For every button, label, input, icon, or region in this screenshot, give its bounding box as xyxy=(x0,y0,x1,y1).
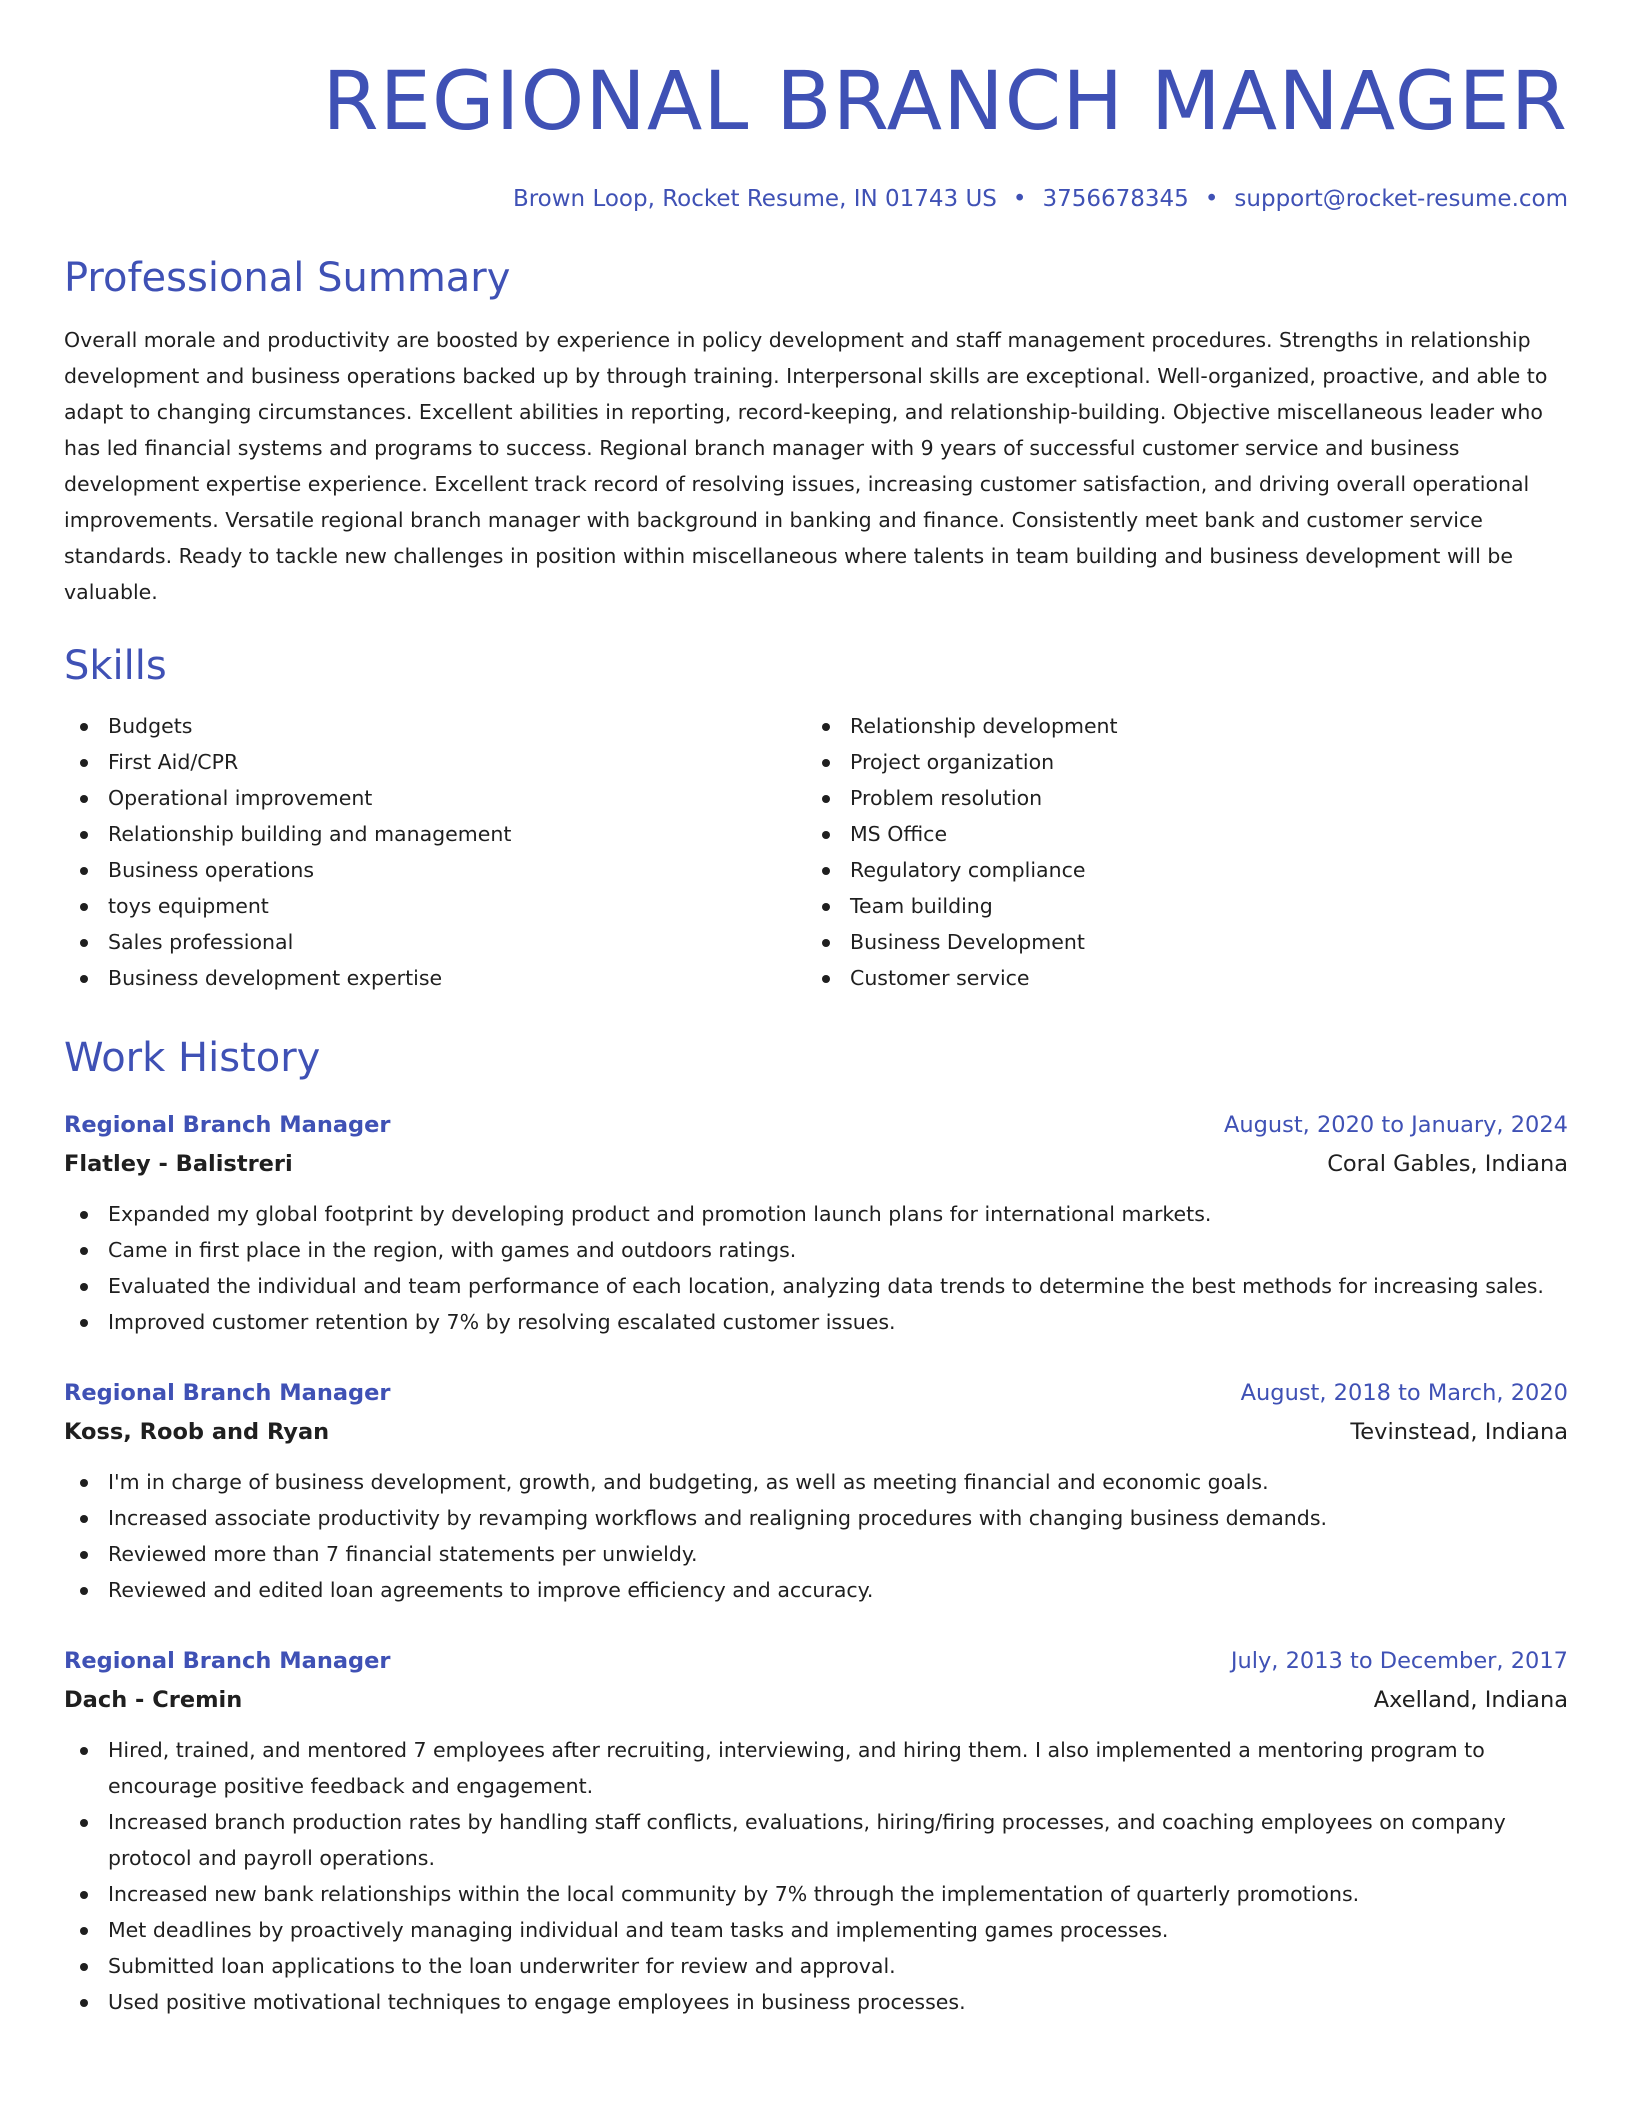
contact-separator: • xyxy=(1204,186,1219,212)
skill-item: Sales professional xyxy=(64,924,806,960)
job-company-row xyxy=(64,1680,1568,1720)
skills-column-left xyxy=(64,708,806,996)
job-dates: August, 2020 to January, 2024 xyxy=(1223,1112,1568,1138)
job-dates: July, 2013 to December, 2017 xyxy=(1230,1648,1568,1674)
contact-email[interactable]: support@rocket-resume.com xyxy=(1234,186,1568,212)
job-bullet: Increased associate productivity by revamping workflows and realigning procedures with changing business demands. xyxy=(64,1500,1568,1536)
job-location: Coral Gables, Indiana xyxy=(1327,1151,1568,1177)
job-role: Regional Branch Manager xyxy=(64,1112,391,1138)
job-location: Axelland, Indiana xyxy=(1373,1687,1568,1713)
job-bullet: Expanded my global footprint by developing product and promotion launch plans for international markets. xyxy=(64,1196,1568,1232)
job-company: Dach - Cremin xyxy=(64,1687,243,1713)
job-role: Regional Branch Manager xyxy=(64,1648,391,1674)
job-header-row xyxy=(64,1642,1568,1680)
skill-item: Relationship development xyxy=(806,708,1548,744)
contact-line xyxy=(64,184,1568,214)
job-bullet: Increased new bank relationships within the local community by 7% through the implementation of quarterly promotions. xyxy=(64,1876,1568,1912)
job-bullet: Met deadlines by proactively managing individual and team tasks and implementing games processes. xyxy=(64,1912,1568,1948)
contact-separator: • xyxy=(1012,186,1027,212)
job-bullets xyxy=(64,1732,1568,2020)
job-bullet: Increased branch production rates by handling staff conflicts, evaluations, hiring/firing processes, and coaching employees on company protocol and payroll operations. xyxy=(64,1804,1568,1876)
job-company: Koss, Roob and Ryan xyxy=(64,1419,330,1445)
skill-item: Business Development xyxy=(806,924,1548,960)
job-bullet: Submitted loan applications to the loan underwriter for review and approval. xyxy=(64,1948,1568,1984)
contact-address: Brown Loop, Rocket Resume, IN 01743 US xyxy=(512,186,997,212)
job-header-row xyxy=(64,1374,1568,1412)
work-history-heading: Work History xyxy=(64,1035,321,1081)
skill-item: toys equipment xyxy=(64,888,806,924)
skill-item: Operational improvement xyxy=(64,780,806,816)
job-location: Tevinstead, Indiana xyxy=(1350,1419,1568,1445)
skills-heading: Skills xyxy=(64,643,167,689)
job-bullet: Improved customer retention by 7% by resolving escalated customer issues. xyxy=(64,1304,1568,1340)
job-header-row xyxy=(64,1106,1568,1144)
summary-text: Overall morale and productivity are boosted by experience in policy development and staff management procedures. Strengths in relationship development and business operations backed up by through training. Interpersonal skills are exceptional. Well-organized, proactive, and able to adapt to changing circumstances. Excellent abilities in reporting, record-keeping, and relationship-building. Objective miscellaneous leader who has led financial systems and programs to success. Regional branch manager with 9 years of successful customer service and business development expertise experience. Excellent track record of resolving issues, increasing customer satisfaction, and driving overall operational improvements. Versatile regional branch manager with background in banking and finance. Consistently meet bank and customer service standards. Ready to tackle new challenges in position within miscellaneous where talents in team building and business development will be valuable. xyxy=(64,328,1548,604)
skill-item: Budgets xyxy=(64,708,806,744)
summary-heading: Professional Summary xyxy=(64,255,511,301)
job-bullet: Evaluated the individual and team performance of each location, analyzing data trends to determine the best methods for increasing sales. xyxy=(64,1268,1568,1304)
job-bullet: Used positive motivational techniques to engage employees in business processes. xyxy=(64,1984,1568,2020)
job-bullet: Hired, trained, and mentored 7 employees after recruiting, interviewing, and hiring them. I also implemented a mentoring program to encourage positive feedback and engagement. xyxy=(64,1732,1568,1804)
skill-item: Team building xyxy=(806,888,1548,924)
skill-item: Customer service xyxy=(806,960,1548,996)
job-entry xyxy=(64,1642,1568,2020)
skill-item: Business development expertise xyxy=(64,960,806,996)
job-bullets xyxy=(64,1196,1568,1340)
job-bullets xyxy=(64,1464,1568,1608)
skills-grid xyxy=(64,708,1568,996)
job-bullet: Reviewed and edited loan agreements to improve efficiency and accuracy. xyxy=(64,1572,1568,1608)
skill-item: First Aid/CPR xyxy=(64,744,806,780)
job-company-row xyxy=(64,1144,1568,1184)
skill-item: Project organization xyxy=(806,744,1548,780)
skill-item: Business operations xyxy=(64,852,806,888)
job-dates: August, 2018 to March, 2020 xyxy=(1240,1380,1568,1406)
job-role: Regional Branch Manager xyxy=(64,1380,391,1406)
skill-item: Relationship building and management xyxy=(64,816,806,852)
job-bullet: I'm in charge of business development, growth, and budgeting, as well as meeting financial and economic goals. xyxy=(64,1464,1568,1500)
job-entry xyxy=(64,1374,1568,1608)
skills-column-right xyxy=(806,708,1548,996)
skill-item: Regulatory compliance xyxy=(806,852,1548,888)
skill-item: Problem resolution xyxy=(806,780,1548,816)
job-bullet: Reviewed more than 7 financial statements per unwieldy. xyxy=(64,1536,1568,1572)
skill-item: MS Office xyxy=(806,816,1548,852)
job-company-row xyxy=(64,1412,1568,1452)
job-entry xyxy=(64,1106,1568,1340)
job-company: Flatley - Balistreri xyxy=(64,1151,293,1177)
resume-title: REGIONAL BRANCH MANAGER xyxy=(322,55,1568,149)
job-bullet: Came in first place in the region, with games and outdoors ratings. xyxy=(64,1232,1568,1268)
contact-phone: 3756678345 xyxy=(1042,186,1189,212)
